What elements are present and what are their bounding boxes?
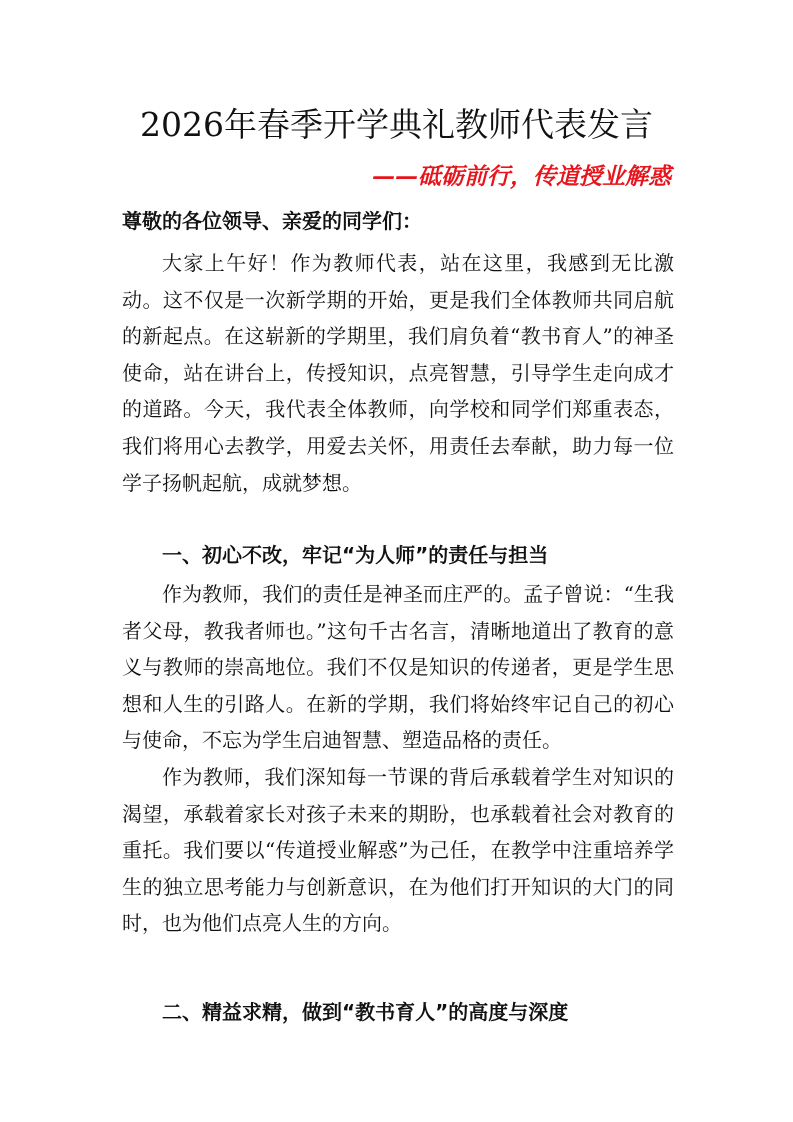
- section-heading-1: 一、初心不改，牢记“为人师”的责任与担当: [162, 543, 549, 567]
- section-heading-2: 二、精益求精，做到“教书育人”的高度与深度: [162, 1000, 569, 1024]
- paragraph-section1-a: 作为教师，我们的责任是神圣而庄严的。孟子曾说：“生我者父母，教我者师也。”这句千古名言，清晰地道出了教育的意义与教师的崇高地位。我们不仅是知识的传递者，更是学生思想和人生的引路人。在新的学期，我们将始终牢记自己的初心与使命，不忘为学生启迪智慧、塑造品格的责任。: [122, 582, 674, 753]
- document-title: 2026年春季开学典礼教师代表发言: [140, 105, 653, 144]
- paragraph-section1-b: 作为教师，我们深知每一节课的背后承载着学生对知识的渴望，承载着家长对孩子未来的期盼，也承载着社会对教育的重托。我们要以“传道授业解惑”为己任，在教学中注重培养学生的独立思考能力与创新意识，在为他们打开知识的大门的同时，也为他们点亮人生的方向。: [122, 765, 674, 936]
- document-subtitle: ——砥砺前行，传道授业解惑: [372, 163, 671, 190]
- salutation: 尊敬的各位领导、亲爱的同学们：: [122, 209, 422, 233]
- paragraph-opening: 大家上午好！作为教师代表，站在这里，我感到无比激动。这不仅是一次新学期的开始，更是我们全体教师共同启航的新起点。在这崭新的学期里，我们肩负着“教书育人”的神圣使命，站在讲台上，传授知识，点亮智慧，引导学生走向成才的道路。今天，我代表全体教师，向学校和同学们郑重表态，我们将用心去教学，用爱去关怀，用责任去奉献，助力每一位学子扬帆起航，成就梦想。: [122, 251, 674, 495]
